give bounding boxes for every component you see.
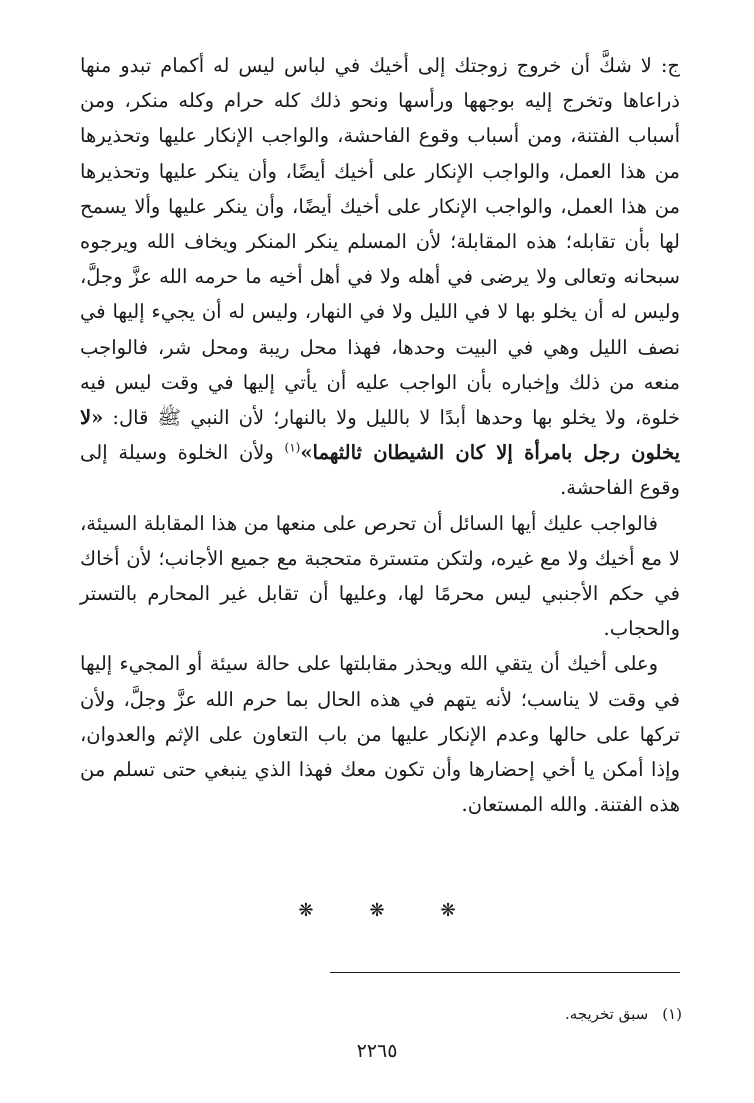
brother-advice-text: وعلى أخيك أن يتقي الله ويحذر مقابلتها على حالة سيئة أو المجيء إليها في وقت لا يناسب؛ لأنه يتهم في هذه الحال بما حرم الله عزَّ وجلَّ، ولأن تركها على حالها وعدم الإنكار عليها من باب التعاون على الإثم والعدوان، وإذا أمكن يا أخي إحضارها وأن تكون معك فهذا الذي ينبغي حتى تسلم من هذه الفتنة. والله المستعان. <box>80 652 680 817</box>
footnote <box>80 1005 682 1023</box>
brother-advice-paragraph <box>80 646 680 822</box>
page-number: ٢٢٦٥ <box>356 1040 398 1062</box>
hadith-quote: «لا يخلون رجل بامرأة إلا كان الشيطان ثالثهما» <box>80 406 680 465</box>
obligation-paragraph <box>80 506 680 647</box>
footnote-text: سبق تخريجه. <box>565 1005 649 1023</box>
fatwa-body-text <box>80 48 680 822</box>
section-separator <box>0 900 754 921</box>
footnote-divider <box>330 972 680 973</box>
separator-star-icon: ❋ <box>298 900 314 921</box>
answer-text: ج: لا شكَّ أن خروج زوجتك إلى أخيك في لباس ليس له أكمام تبدو منها ذراعاها وتخرج إليه بوجهها ورأسها ونحو ذلك كله حرام وكله منكر، ومن أسباب الفتنة، ومن أسباب وقوع الفاحشة، والواجب الإنكار عليها وتحذيرها من هذا العمل، والواجب الإنكار على أخيك أيضًا، وأن ينكر عليها وتحذيرها من هذا العمل، والواجب الإنكار على أخيك أيضًا، وأن ينكر عليها وألا يسمح لها بأن تقابله؛ هذه المقابلة؛ لأن المسلم ينكر المنكر ويخاف الله ويرجوه سبحانه وتعالى ولا يرضى في أهله ولا في أهل أخيه ما حرمه الله عزَّ وجلَّ، وليس له أن يخلو بها لا في الليل ولا في النهار، وليس له أن يجيء إليها في نصف الليل وهي في البيت وحدها، فهذا محل ريبة ومحل شر، فالواجب منعه من ذلك وإخباره بأن الواجب عليه أن يأتي إليها في وقت ليس فيه خلوة، ولا يخلو بها وحدها أبدًا لا بالليل ولا بالنهار؛ لأن النبي ﷺ قال: <box>80 54 680 430</box>
obligation-text: فالواجب عليك أيها السائل أن تحرص على منعها من هذا المقابلة السيئة، لا مع أخيك ولا مع غيره، ولتكن متسترة متحجبة مع جميع الأجانب؛ لأن أخاك في حكم الأجنبي ليس محرمًا لها، وعليها أن تقابل غير المحارم بالتستر والحجاب. <box>80 511 680 641</box>
footnote-number: (١) <box>662 1005 682 1023</box>
footnote-reference[interactable]: (١) <box>284 440 301 455</box>
separator-star-icon: ❋ <box>369 900 385 921</box>
answer-text-continued: ولأن الخلوة وسيلة إلى وقوع الفاحشة. <box>80 441 680 500</box>
answer-paragraph <box>80 48 680 506</box>
separator-star-icon: ❋ <box>440 900 456 921</box>
